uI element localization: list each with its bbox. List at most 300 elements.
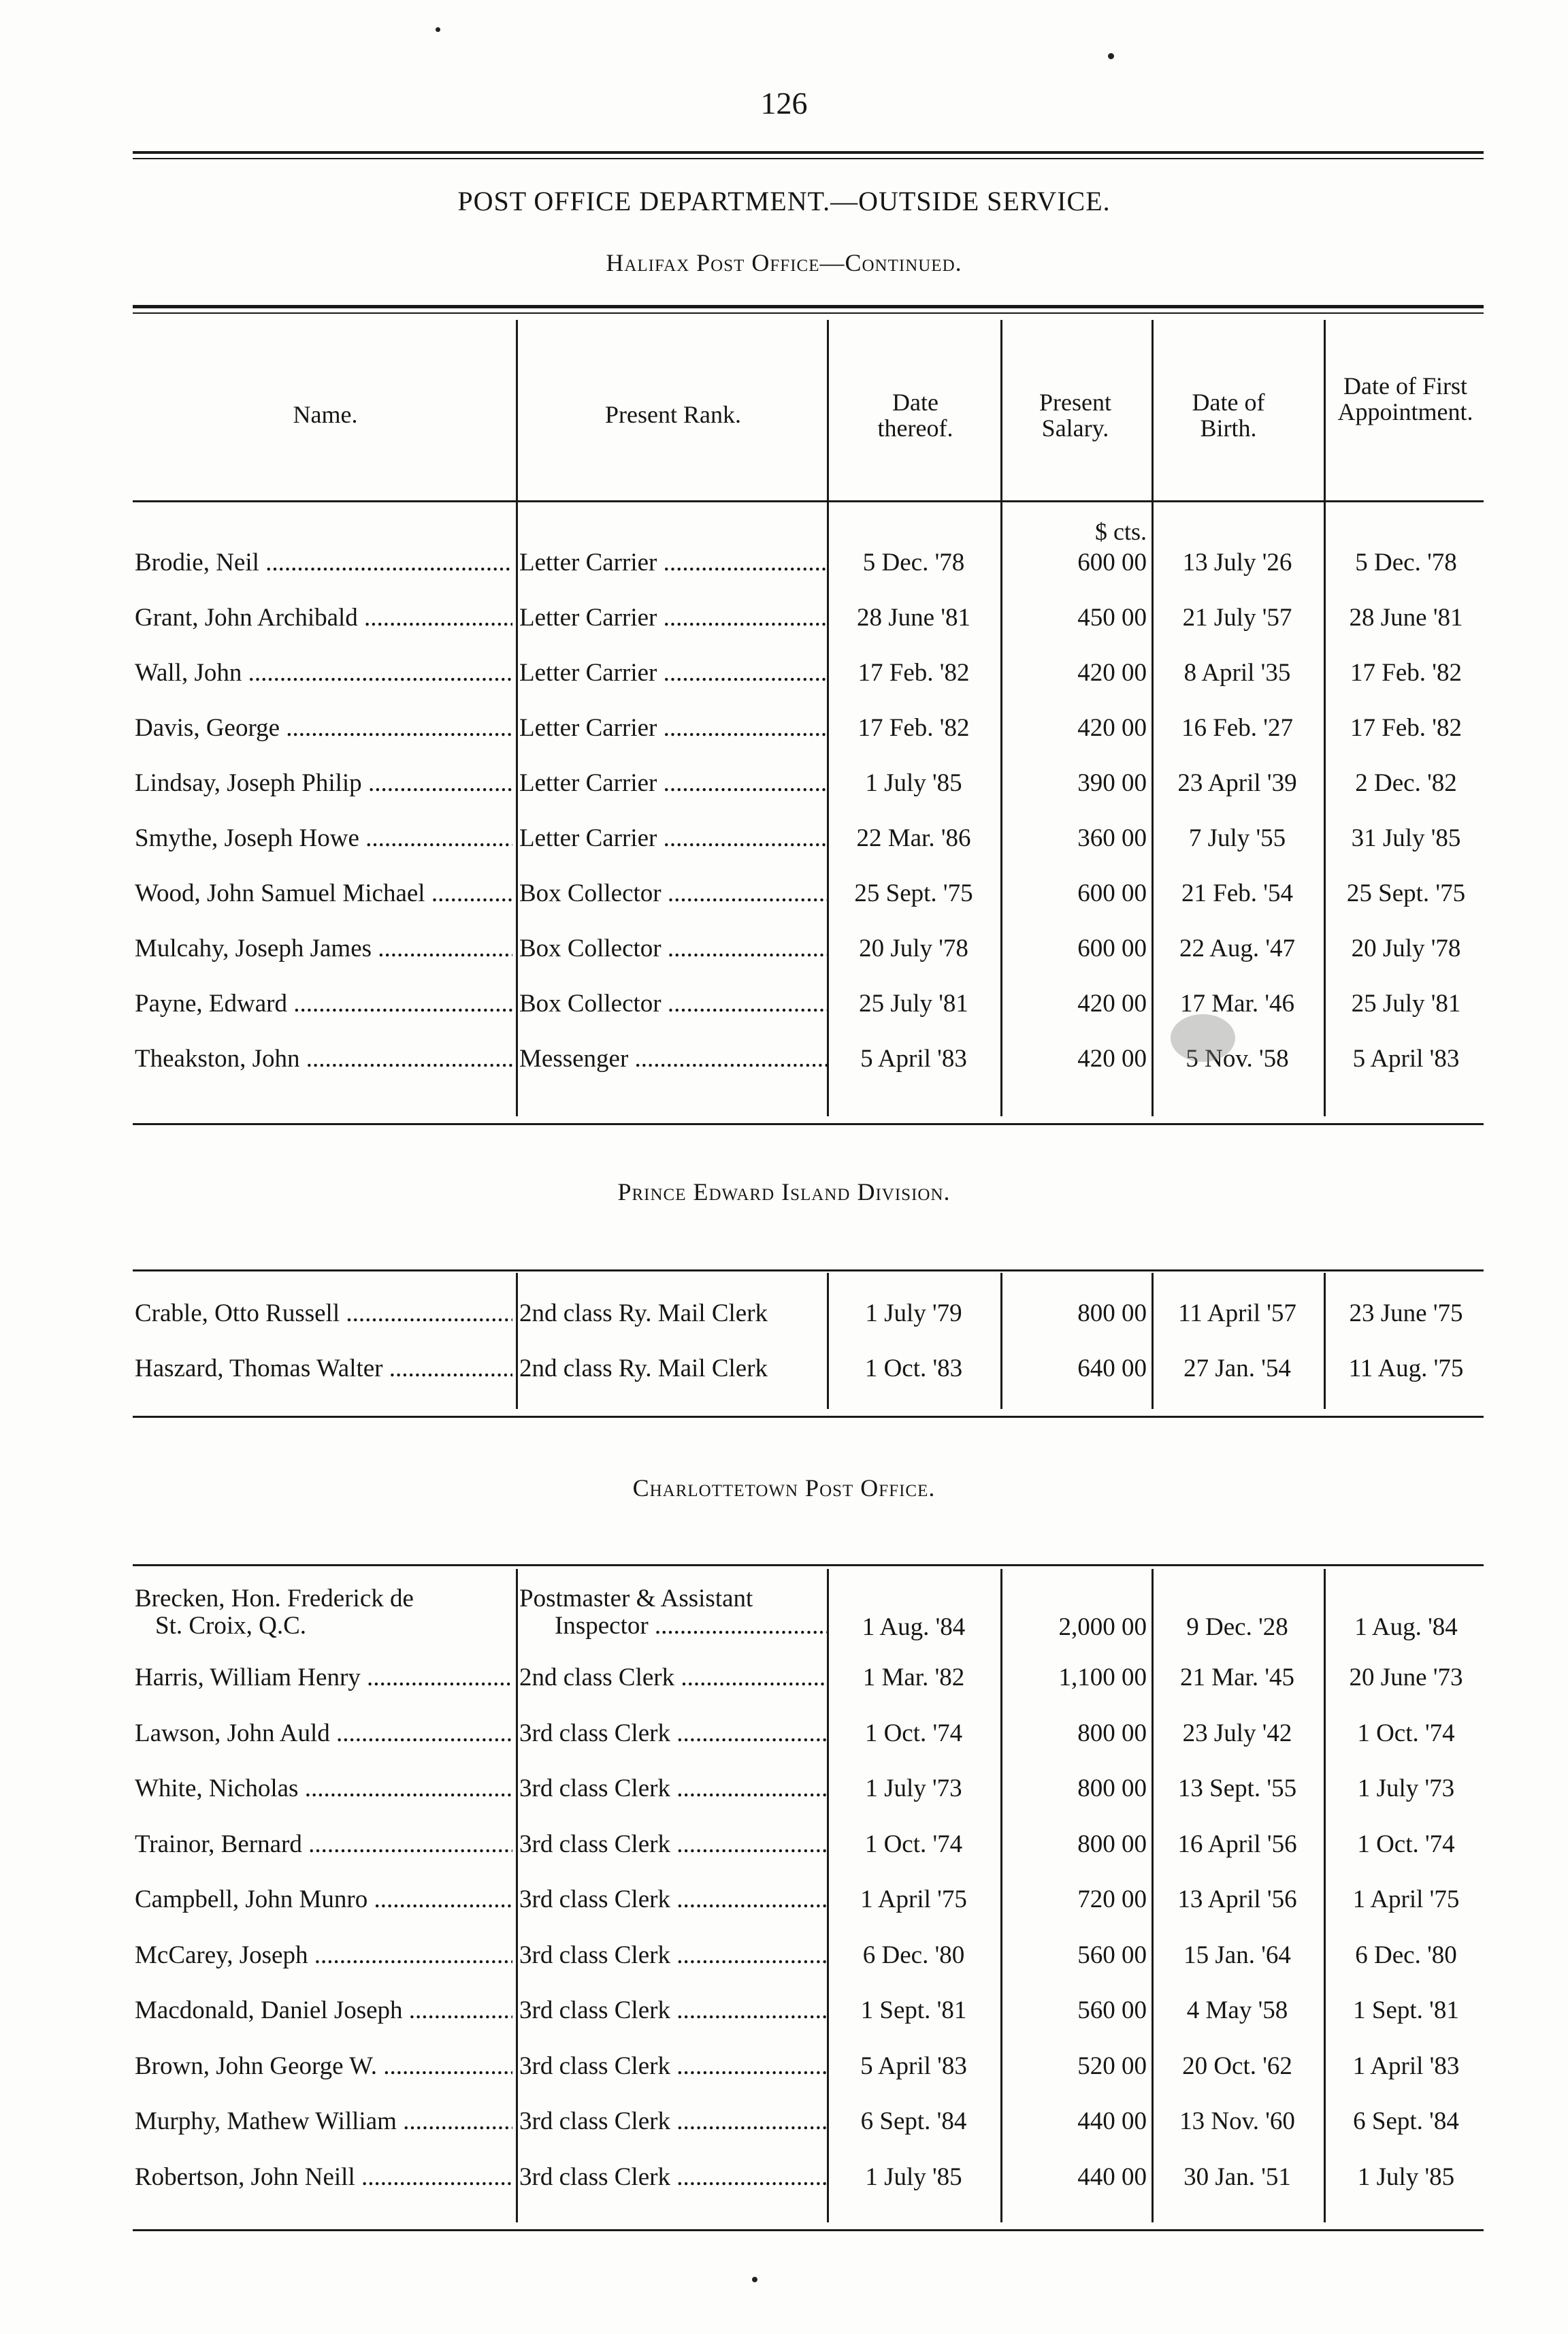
first-appointment-cell <box>1327 2043 1485 2090</box>
birth-date-cell-text: 17 Mar. '46 <box>1179 990 1295 1018</box>
salary-cell-text: 640 00 <box>1077 1355 1147 1382</box>
salary-cell-text: 600 00 <box>1077 935 1147 962</box>
date-thereof-cell <box>830 2154 997 2201</box>
name-cell-text: White, Nicholas <box>135 1774 299 1802</box>
date-thereof-cell-text: 1 July '85 <box>865 769 962 797</box>
date-thereof-cell-text: 25 Sept. '75 <box>854 879 973 907</box>
date-thereof-cell-text: 6 Sept. '84 <box>860 2107 967 2135</box>
name-cell <box>135 980 512 1028</box>
column-header-date-thereof: Date thereof. <box>877 389 953 442</box>
date-thereof-cell <box>830 2098 997 2145</box>
date-thereof-cell <box>830 1035 997 1083</box>
salary-cell <box>1004 1345 1147 1393</box>
salary-cell-text: 420 00 <box>1077 659 1147 687</box>
birth-date-cell-text: 21 July '57 <box>1182 604 1292 632</box>
salary-cell-text: 420 00 <box>1077 990 1147 1018</box>
name-cell <box>135 815 512 862</box>
salary-cell <box>1004 2043 1147 2090</box>
rank-cell <box>519 1987 827 2035</box>
salary-cell-text: 560 00 <box>1077 1941 1147 1969</box>
name-cell <box>135 1932 512 1979</box>
name-cell <box>135 1345 512 1393</box>
table-row <box>0 704 1568 752</box>
name-cell <box>135 2043 512 2090</box>
salary-cell-text: 600 00 <box>1077 879 1147 907</box>
rank-cell-text: 3rd class Clerk <box>519 1830 670 1858</box>
date-thereof-cell-text: 25 July '81 <box>859 990 968 1018</box>
rank-cell-text: 3rd class Clerk <box>519 1941 670 1969</box>
birth-date-cell <box>1156 539 1319 587</box>
birth-date-cell-text: 13 Sept. '55 <box>1177 1774 1297 1802</box>
rank-cell <box>519 980 827 1028</box>
salary-cell <box>1004 649 1147 697</box>
name-cell-text: Trainor, Bernard <box>135 1830 302 1858</box>
date-thereof-cell-text: 6 Dec. '80 <box>862 1941 965 1969</box>
name-cell <box>135 870 512 918</box>
salary-cell <box>1004 1710 1147 1757</box>
rank-cell-text: Box Collector <box>519 990 662 1018</box>
birth-date-cell <box>1156 1821 1319 1868</box>
column-header-salary: Present Salary. <box>1039 389 1111 442</box>
name-cell-text: Lawson, John Auld <box>135 1719 330 1747</box>
birth-date-cell-text: 21 Mar. '45 <box>1179 1664 1295 1691</box>
name-cell <box>135 1654 512 1702</box>
birth-date-cell-text: 30 Jan. '51 <box>1183 2162 1291 2191</box>
rank-cell <box>519 815 827 862</box>
birth-date-cell <box>1156 1876 1319 1924</box>
name-cell: Brecken, Hon. Frederick de <box>135 1586 414 1612</box>
first-appointment-cell <box>1327 925 1485 973</box>
first-appointment-cell-text: 5 Dec. '78 <box>1355 549 1457 577</box>
first-appointment-cell <box>1327 539 1485 587</box>
date-thereof-cell-text: 1 Oct. '83 <box>864 1355 963 1382</box>
date-thereof-cell <box>830 815 997 862</box>
section-title-charlottetown: Charlottetown Post Office. <box>632 1474 936 1502</box>
salary-cell <box>1004 1765 1147 1813</box>
date-thereof-cell <box>830 594 997 642</box>
first-appointment-cell-text: 1 April '83 <box>1352 2052 1460 2080</box>
first-appointment-cell <box>1327 815 1485 862</box>
rank-cell-text: 2nd class Ry. Mail Clerk <box>519 1299 768 1327</box>
birth-date-cell <box>1156 1932 1319 1979</box>
salary-cell <box>1004 2098 1147 2145</box>
rank-cell <box>519 2154 827 2201</box>
header-rule-bottom <box>133 500 1484 502</box>
date-thereof-cell-text: 1 July '85 <box>865 2162 962 2191</box>
birth-date-cell <box>1156 1345 1319 1393</box>
date-thereof-cell-text: 17 Feb. '82 <box>858 659 970 687</box>
rank-cell-text: 3rd class Clerk <box>519 1885 670 1913</box>
section-title-pei: Prince Edward Island Division. <box>617 1178 951 1205</box>
first-appointment-cell-text: 17 Feb. '82 <box>1350 714 1462 742</box>
first-appointment-cell <box>1327 1345 1485 1393</box>
rank-cell-text: 3rd class Clerk <box>519 1774 670 1802</box>
salary-cell <box>1004 1987 1147 2035</box>
rank-cell-text: 2nd class Ry. Mail Clerk <box>519 1355 768 1382</box>
date-thereof-cell-text: 1 July '79 <box>865 1299 962 1327</box>
rank-cell-text: Letter Carrier <box>519 769 657 797</box>
rank-cell <box>519 1765 827 1813</box>
birth-date-cell-text: 20 Oct. '62 <box>1182 2052 1292 2080</box>
table-row <box>0 760 1568 807</box>
salary-cell <box>1004 2154 1147 2201</box>
ink-speck <box>436 27 440 32</box>
rank-cell <box>519 1876 827 1924</box>
first-appointment-cell-text: 25 July '81 <box>1351 990 1461 1018</box>
first-appointment-cell-text: 1 July '73 <box>1357 1774 1455 1802</box>
birth-date-cell-text: 5 Nov. '58 <box>1186 1045 1289 1073</box>
table-row <box>0 870 1568 918</box>
salary-cell <box>1004 594 1147 642</box>
table-row <box>0 2043 1568 2090</box>
name-cell-text: Robertson, John Neill <box>135 2162 355 2191</box>
rank-cell-text: 3rd class Clerk <box>519 1719 670 1747</box>
first-appointment-cell: 1 Aug. '84 <box>1354 1615 1458 1640</box>
name-cell <box>135 1290 512 1338</box>
first-appointment-cell <box>1327 1821 1485 1868</box>
salary-cell <box>1004 760 1147 807</box>
birth-date-cell-text: 21 Feb. '54 <box>1181 879 1293 907</box>
name-cell-text: Smythe, Joseph Howe <box>135 824 359 852</box>
rank-cell <box>519 925 827 973</box>
salary-cell <box>1004 539 1147 587</box>
table-row <box>0 1586 1568 1647</box>
rank-cell-text: 3rd class Clerk <box>519 2107 670 2135</box>
table-row <box>0 1345 1568 1393</box>
name-cell <box>135 1821 512 1868</box>
name-cell-text: McCarey, Joseph <box>135 1941 308 1969</box>
rank-cell-text: Box Collector <box>519 879 662 907</box>
table-row <box>0 594 1568 642</box>
name-cell-text: Wood, John Samuel Michael <box>135 879 425 907</box>
name-cell-text: Wall, John <box>135 659 242 687</box>
birth-date-cell <box>1156 815 1319 862</box>
rank-cell <box>519 2098 827 2145</box>
birth-date-cell-text: 13 July '26 <box>1182 549 1292 577</box>
salary-cell-text: 720 00 <box>1077 1885 1147 1913</box>
name-cell-text: Harris, William Henry <box>135 1664 361 1691</box>
date-thereof-cell <box>830 1821 997 1868</box>
name-cell-text: Grant, John Archibald <box>135 604 358 632</box>
first-appointment-cell-text: 1 April '75 <box>1352 1885 1460 1913</box>
birth-date-cell-text: 27 Jan. '54 <box>1183 1355 1291 1382</box>
date-thereof-cell-text: 1 Oct. '74 <box>864 1719 963 1747</box>
salary-cell-text: 440 00 <box>1077 2107 1147 2135</box>
ink-speck <box>1108 53 1114 59</box>
date-thereof-cell-text: 20 July '78 <box>859 935 968 962</box>
name-cell <box>135 1710 512 1757</box>
date-thereof-cell: 1 Aug. '84 <box>862 1615 966 1640</box>
salary-cell <box>1004 1821 1147 1868</box>
rank-cell-text: Letter Carrier <box>519 549 657 577</box>
page-end-rule <box>133 2229 1484 2231</box>
first-appointment-cell-text: 20 June '73 <box>1349 1664 1463 1691</box>
date-thereof-cell <box>830 1987 997 2035</box>
name-cell-continued: St. Croix, Q.C. <box>155 1613 307 1639</box>
rank-cell <box>519 760 827 807</box>
birth-date-cell <box>1156 925 1319 973</box>
date-thereof-cell-text: 5 Dec. '78 <box>862 549 965 577</box>
rank-cell <box>519 594 827 642</box>
birth-date-cell-text: 7 July '55 <box>1188 824 1286 852</box>
first-appointment-cell <box>1327 2154 1485 2201</box>
birth-date-cell <box>1156 2154 1319 2201</box>
table-row <box>0 1932 1568 1979</box>
date-thereof-cell-text: 1 Mar. '82 <box>862 1664 965 1691</box>
first-appointment-cell-text: 25 Sept. '75 <box>1346 879 1466 907</box>
birth-date-cell: 9 Dec. '28 <box>1186 1615 1288 1640</box>
table-row <box>0 1821 1568 1868</box>
date-thereof-cell <box>830 649 997 697</box>
birth-date-cell-text: 13 April '56 <box>1177 1885 1297 1913</box>
pei-rule-top <box>133 1269 1484 1271</box>
first-appointment-cell-text: 6 Sept. '84 <box>1353 2107 1459 2135</box>
salary-cell-text: 560 00 <box>1077 1996 1147 2024</box>
name-cell <box>135 1987 512 2035</box>
table-row <box>0 1035 1568 1083</box>
salary-cell-text: 440 00 <box>1077 2162 1147 2191</box>
column-header-birth: Date of Birth. <box>1192 389 1265 442</box>
first-appointment-cell-text: 1 Sept. '81 <box>1353 1996 1459 2024</box>
name-cell <box>135 1876 512 1924</box>
name-cell <box>135 925 512 973</box>
birth-date-cell-text: 8 April '35 <box>1183 659 1291 687</box>
salary-cell-text: 800 00 <box>1077 1719 1147 1747</box>
salary-cell-text: 520 00 <box>1077 2052 1147 2080</box>
section-end-rule <box>133 1123 1484 1125</box>
table-row <box>0 649 1568 697</box>
birth-date-cell-text: 11 April '57 <box>1178 1299 1296 1327</box>
date-thereof-cell <box>830 704 997 752</box>
table-row <box>0 1654 1568 1702</box>
salary-unit: $ cts. <box>1095 518 1147 545</box>
date-thereof-cell <box>830 2043 997 2090</box>
rank-cell <box>519 870 827 918</box>
name-cell <box>135 2154 512 2201</box>
salary-cell <box>1004 704 1147 752</box>
table-row <box>0 539 1568 587</box>
department-title: POST OFFICE DEPARTMENT.—OUTSIDE SERVICE. <box>457 186 1111 216</box>
first-appointment-cell <box>1327 594 1485 642</box>
birth-date-cell-text: 15 Jan. '64 <box>1183 1941 1291 1969</box>
name-cell-text: Macdonald, Daniel Joseph <box>135 1996 403 2024</box>
salary-cell-text: 360 00 <box>1077 824 1147 852</box>
salary-cell-text: 800 00 <box>1077 1830 1147 1858</box>
rank-cell <box>519 1035 827 1083</box>
table-row <box>0 1290 1568 1338</box>
name-cell-text: Davis, George <box>135 714 280 742</box>
date-thereof-cell <box>830 760 997 807</box>
birth-date-cell <box>1156 760 1319 807</box>
first-appointment-cell-text: 5 April '83 <box>1352 1045 1460 1073</box>
top-rule-thin <box>133 158 1484 159</box>
name-cell <box>135 704 512 752</box>
birth-date-cell <box>1156 1987 1319 2035</box>
date-thereof-cell-text: 1 April '75 <box>860 1885 967 1913</box>
table-row <box>0 1765 1568 1813</box>
rank-cell-continued: Inspector ..... <box>555 1613 827 1639</box>
ink-smudge <box>1171 1014 1235 1062</box>
first-appointment-cell <box>1327 2098 1485 2145</box>
date-thereof-cell <box>830 1765 997 1813</box>
section-title-halifax: Halifax Post Office—Continued. <box>606 249 962 276</box>
name-cell <box>135 1765 512 1813</box>
name-cell <box>135 539 512 587</box>
column-header-first-appointment: Date of First Appointment. <box>1337 372 1473 425</box>
first-appointment-cell-text: 1 Oct. '74 <box>1357 1830 1455 1858</box>
first-appointment-cell <box>1327 1876 1485 1924</box>
birth-date-cell-text: 23 July '42 <box>1182 1719 1292 1747</box>
rank-cell <box>519 1821 827 1868</box>
rank-cell <box>519 649 827 697</box>
rank-cell <box>519 2043 827 2090</box>
birth-date-cell-text: 16 April '56 <box>1177 1830 1297 1858</box>
column-header-name: Name. <box>293 401 358 428</box>
date-thereof-cell <box>830 1654 997 1702</box>
first-appointment-cell-text: 1 Oct. '74 <box>1357 1719 1455 1747</box>
name-cell <box>135 1035 512 1083</box>
first-appointment-cell-text: 17 Feb. '82 <box>1350 659 1462 687</box>
name-cell-text: Campbell, John Munro <box>135 1885 368 1913</box>
name-cell-text: Lindsay, Joseph Philip <box>135 769 362 797</box>
date-thereof-cell <box>830 1345 997 1393</box>
first-appointment-cell <box>1327 1290 1485 1338</box>
name-cell-text: Murphy, Mathew William <box>135 2107 397 2135</box>
first-appointment-cell-text: 1 July '85 <box>1357 2162 1455 2191</box>
rank-cell-text: 3rd class Clerk <box>519 2162 670 2191</box>
rank-cell <box>519 1290 827 1338</box>
first-appointment-cell <box>1327 1932 1485 1979</box>
rank-cell-text: Letter Carrier <box>519 604 657 632</box>
rank-cell-text: Letter Carrier <box>519 824 657 852</box>
first-appointment-cell-text: 6 Dec. '80 <box>1355 1941 1457 1969</box>
salary-cell <box>1004 1876 1147 1924</box>
first-appointment-cell-text: 11 Aug. '75 <box>1348 1355 1464 1382</box>
date-thereof-cell <box>830 980 997 1028</box>
rank-cell <box>519 1654 827 1702</box>
name-cell-text: Brown, John George W. <box>135 2052 377 2080</box>
date-thereof-cell <box>830 1290 997 1338</box>
rank-cell-text: Messenger <box>519 1045 629 1073</box>
birth-date-cell <box>1156 2043 1319 2090</box>
first-appointment-cell <box>1327 870 1485 918</box>
charlottetown-rule-top <box>133 1564 1484 1566</box>
birth-date-cell <box>1156 1710 1319 1757</box>
name-cell-text: Brodie, Neil <box>135 549 259 577</box>
date-thereof-cell <box>830 539 997 587</box>
date-thereof-cell-text: 1 Oct. '74 <box>864 1830 963 1858</box>
salary-cell-text: 390 00 <box>1077 769 1147 797</box>
table-row <box>0 815 1568 862</box>
birth-date-cell <box>1156 2098 1319 2145</box>
date-thereof-cell <box>830 1876 997 1924</box>
birth-date-cell <box>1156 1654 1319 1702</box>
rank-cell-text: 2nd class Clerk <box>519 1664 675 1691</box>
salary-cell <box>1004 1654 1147 1702</box>
date-thereof-cell-text: 1 Sept. '81 <box>860 1996 967 2024</box>
first-appointment-cell <box>1327 704 1485 752</box>
name-cell-text: Crable, Otto Russell <box>135 1299 340 1327</box>
rank-cell <box>519 1932 827 1979</box>
salary-cell <box>1004 1035 1147 1083</box>
first-appointment-cell <box>1327 649 1485 697</box>
name-cell-text: Theakston, John <box>135 1045 300 1073</box>
rank-cell-text: Box Collector <box>519 935 662 962</box>
name-cell <box>135 760 512 807</box>
rank-cell-text: 3rd class Clerk <box>519 2052 670 2080</box>
birth-date-cell <box>1156 1290 1319 1338</box>
first-appointment-cell <box>1327 1765 1485 1813</box>
rank-cell <box>519 704 827 752</box>
salary-cell-text: 420 00 <box>1077 1045 1147 1073</box>
salary-cell <box>1004 1932 1147 1979</box>
header-rule-top <box>133 305 1484 308</box>
name-cell <box>135 594 512 642</box>
salary-cell <box>1004 980 1147 1028</box>
first-appointment-cell-text: 20 July '78 <box>1351 935 1461 962</box>
table-row <box>0 1876 1568 1924</box>
birth-date-cell-text: 16 Feb. '27 <box>1181 714 1293 742</box>
first-appointment-cell-text: 28 June '81 <box>1349 604 1463 632</box>
rank-cell: Postmaster & Assistant <box>519 1586 753 1612</box>
first-appointment-cell <box>1327 1654 1485 1702</box>
birth-date-cell <box>1156 870 1319 918</box>
name-cell-text: Mulcahy, Joseph James <box>135 935 372 962</box>
rank-cell <box>519 1710 827 1757</box>
column-header-rank: Present Rank. <box>605 401 741 428</box>
name-cell-text: Haszard, Thomas Walter <box>135 1355 383 1382</box>
birth-date-cell <box>1156 1765 1319 1813</box>
salary-cell-text: 600 00 <box>1077 549 1147 577</box>
salary-cell <box>1004 870 1147 918</box>
salary-cell <box>1004 925 1147 973</box>
salary-cell <box>1004 1290 1147 1338</box>
header-rule-top-thin <box>133 312 1484 314</box>
rank-cell-text: Letter Carrier <box>519 714 657 742</box>
table-row <box>0 925 1568 973</box>
date-thereof-cell-text: 28 June '81 <box>857 604 970 632</box>
date-thereof-cell-text: 17 Feb. '82 <box>858 714 970 742</box>
first-appointment-cell-text: 23 June '75 <box>1349 1299 1463 1327</box>
first-appointment-cell <box>1327 1035 1485 1083</box>
birth-date-cell-text: 22 Aug. '47 <box>1179 935 1296 962</box>
first-appointment-cell <box>1327 760 1485 807</box>
salary-cell-text: 800 00 <box>1077 1774 1147 1802</box>
date-thereof-cell-text: 22 Mar. '86 <box>856 824 971 852</box>
salary-cell-text: 800 00 <box>1077 1299 1147 1327</box>
date-thereof-cell <box>830 925 997 973</box>
first-appointment-cell <box>1327 1987 1485 2035</box>
salary-cell-text: 420 00 <box>1077 714 1147 742</box>
page-number: 126 <box>760 86 808 120</box>
birth-date-cell <box>1156 704 1319 752</box>
top-rule <box>133 151 1484 154</box>
birth-date-cell <box>1156 594 1319 642</box>
birth-date-cell-text: 4 May '58 <box>1186 1996 1288 2024</box>
name-cell-text: Payne, Edward <box>135 990 287 1018</box>
first-appointment-cell <box>1327 1710 1485 1757</box>
date-thereof-cell <box>830 870 997 918</box>
date-thereof-cell-text: 5 April '83 <box>860 1045 967 1073</box>
salary-cell-text: 1,100 00 <box>1058 1664 1147 1691</box>
rank-cell <box>519 539 827 587</box>
first-appointment-cell-text: 2 Dec. '82 <box>1355 769 1457 797</box>
birth-date-cell-text: 13 Nov. '60 <box>1179 2107 1295 2135</box>
pei-rule-bottom <box>133 1416 1484 1418</box>
table-row <box>0 2098 1568 2145</box>
birth-date-cell-text: 23 April '39 <box>1177 769 1297 797</box>
name-cell <box>135 649 512 697</box>
